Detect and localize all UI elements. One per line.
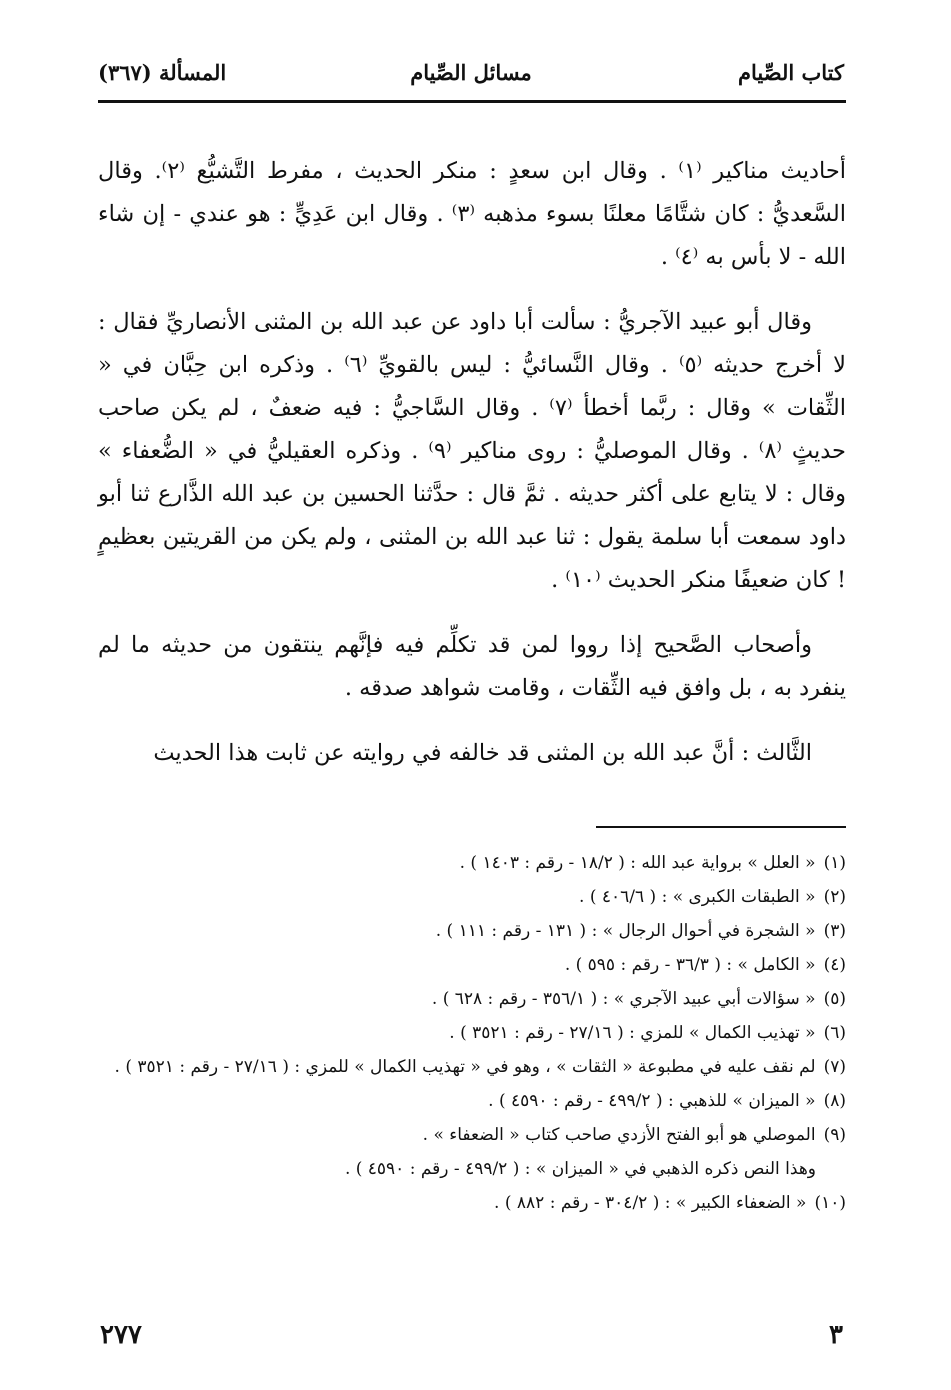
footnote-item xyxy=(98,1186,846,1220)
footnote-item xyxy=(98,846,846,880)
footnote-number: (٥) xyxy=(823,989,846,1009)
footnote-item xyxy=(98,880,846,914)
volume-number: ٣ xyxy=(829,1320,843,1350)
footnote-number: (١) xyxy=(823,853,846,873)
footnote-item xyxy=(98,914,846,948)
page-number: ٢٧٧ xyxy=(100,1320,142,1350)
paragraph-3: وأصحاب الصَّحيح إذا رووا لمن قد تكلِّم فيه فإنَّهم ينتقون من حديثه ما لم ينفرد به ، بل وافق فيه الثِّقات ، وقامت شواهد صدقه . xyxy=(98,632,846,701)
footnote-number: (٤) xyxy=(823,955,846,975)
footnote-number: (٣) xyxy=(823,921,846,941)
footnote-text: « تهذيب الكمال » للمزي : ( ٢٧/١٦ - رقم : ٣٥٢١ ) . xyxy=(449,1023,816,1043)
footnote-number: (٧) xyxy=(823,1057,846,1077)
footnote-number: (٦) xyxy=(823,1023,846,1043)
header-divider xyxy=(98,100,846,103)
footnotes xyxy=(98,846,846,1220)
footnote-number: (٢) xyxy=(823,887,846,907)
footnote-number: (١٠) xyxy=(814,1193,846,1213)
paragraph-1: أحاديث مناكير ⁽١⁾ . وقال ابن سعدٍ : منكر الحديث ، مفرط التَّشيُّع ⁽٢⁾. وقال السَّعديُّ : كان شتَّامًا معلنًا بسوء مذهبه ⁽٣⁾ . وقال ابن عَدِيٍّ : هو عندي - إن شاء الله - لا بأس به ⁽٤⁾ . xyxy=(98,158,847,270)
paragraph-4: الثَّالث : أنَّ عبد الله بن المثنى قد خالفه في روايته عن ثابت هذا الحديث xyxy=(153,740,812,766)
footnote-item xyxy=(98,1050,846,1084)
footnote-text: الموصلي هو أبو الفتح الأزدي صاحب كتاب « الضعفاء » . xyxy=(422,1125,816,1145)
footnote-text: « الميزان » للذهبي : ( ٤٩٩/٢ - رقم : ٤٥٩٠ ) . xyxy=(488,1091,816,1111)
footnote-continuation: وهذا النص ذكره الذهبي في « الميزان » : ( ٤٩٩/٢ - رقم : ٤٥٩٠ ) . xyxy=(344,1159,816,1179)
running-header xyxy=(98,58,844,92)
header-book-title: كتاب الصِّيام xyxy=(738,60,844,85)
header-issue-number: المسألة (٣٦٧) xyxy=(98,60,227,85)
footnote-number: (٨) xyxy=(823,1091,846,1111)
footnote-item xyxy=(98,1016,846,1050)
footnote-text: « الضعفاء الكبير » : ( ٣٠٤/٢ - رقم : ٨٨٢ ) . xyxy=(494,1193,807,1213)
footnote-text: لم نقف عليه في مطبوعة « الثقات » ، وهو في « تهذيب الكمال » للمزي : ( ٢٧/١٦ - رقم : ٣٥٢١ ) . xyxy=(114,1057,816,1077)
footnote-item xyxy=(98,948,846,982)
footnote-divider xyxy=(596,826,846,828)
footnote-text: « الكامل » : ( ٣٦/٣ - رقم : ٥٩٥ ) . xyxy=(564,955,816,975)
footnote-item xyxy=(98,1118,846,1186)
footnote-text: « الشجرة في أحوال الرجال » : ( ١٣١ - رقم : ١١١ ) . xyxy=(435,921,816,941)
footnote-item xyxy=(98,982,846,1016)
footnote-text: « الطبقات الكبرى » : ( ٤٠٦/٦ ) . xyxy=(579,887,816,907)
header-section-title: مسائل الصِّيام xyxy=(410,60,532,85)
footnote-number: (٩) xyxy=(823,1125,846,1145)
paragraph-2: وقال أبو عبيد الآجريُّ : سألت أبا داود عن عبد الله بن المثنى الأنصاريِّ فقال : لا أخرج حديثه ⁽٥⁾ . وقال النَّسائيُّ : ليس بالقويِّ ⁽٦⁾ . وذكره ابن حِبَّان في « الثِّقات » وقال : ربَّما أخطأ ⁽٧⁾ . وقال السَّاجيُّ : فيه ضعفٌ ، لم يكن صاحب حديثٍ ⁽٨⁾ . وقال الموصليُّ : روى مناكير ⁽٩⁾ . وذكره العقيليُّ في « الضُّعفاء » وقال : لا يتابع على أكثر حديثه . ثمَّ قال : حدَّثنا الحسين بن عبد الله الذَّارع ثنا أبو داود سمعت أبا سلمة يقول : ثنا عبد الله بن المثنى ، ولم يكن من القريتين بعظيمٍ ! كان ضعيفًا منكر الحديث ⁽١٠⁾ . xyxy=(98,309,847,593)
main-text xyxy=(98,150,846,775)
footnote-text: « العلل » برواية عبد الله : ( ١٨/٢ - رقم : ١٤٠٣ ) . xyxy=(459,853,816,873)
footnote-text: « سؤالات أبي عبيد الآجري » : ( ٣٥٦/١ - رقم : ٦٢٨ ) . xyxy=(431,989,816,1009)
footnote-item xyxy=(98,1084,846,1118)
